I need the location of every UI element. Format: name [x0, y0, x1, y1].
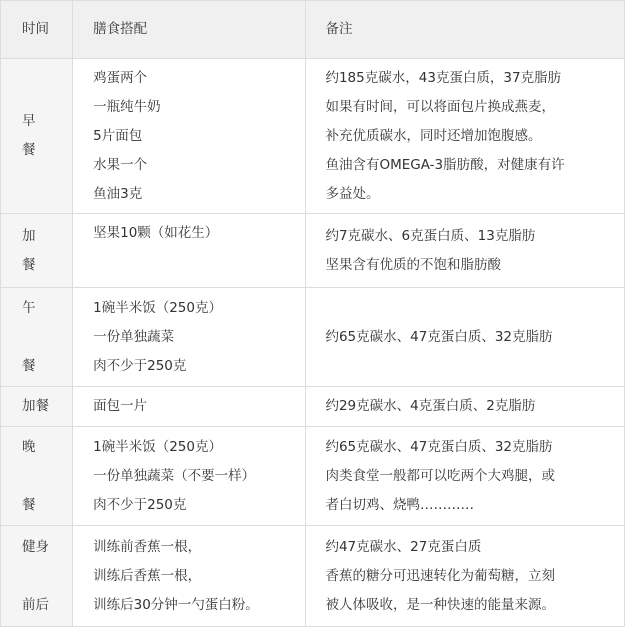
food-line: 训练前香蕉一根，	[93, 538, 202, 555]
time-line: 加	[22, 227, 36, 244]
food-line: 一份单独蔬菜（不要一样）	[93, 467, 256, 484]
table-row-snack-2	[1, 387, 625, 427]
food-line: 肉不少于250克	[93, 496, 187, 513]
note-line: 者白切鸡、烧鸭…………	[325, 496, 474, 513]
time-cell	[1, 59, 73, 214]
note-line: 约29克碳水、4克蛋白质、2克脂肪	[325, 398, 536, 414]
note-cell	[306, 387, 625, 427]
note-line: 鱼油含有OMEGA-3脂肪酸，对健康有许	[325, 156, 565, 173]
food-line: 坚果10颗（如花生）	[93, 225, 219, 241]
time-line: 餐	[22, 496, 36, 513]
note-line: 约65克碳水、47克蛋白质、32克脂肪	[325, 438, 553, 455]
note-cell	[306, 59, 625, 214]
food-line: 5片面包	[93, 127, 143, 144]
note-line: 约47克碳水、27克蛋白质	[325, 538, 482, 555]
note-cell	[306, 288, 625, 387]
food-cell	[73, 214, 306, 288]
time-cell	[1, 526, 73, 627]
food-line: 训练后香蕉一根，	[93, 567, 202, 584]
note-cell	[306, 526, 625, 627]
note-line: 坚果含有优质的不饱和脂肪酸	[325, 256, 501, 273]
note-line: 约65克碳水、47克蛋白质、32克脂肪	[325, 328, 553, 345]
note-line: 被人体吸收，是一种快速的能量来源。	[325, 596, 555, 613]
time-cell	[1, 427, 73, 526]
table-row-breakfast	[1, 59, 625, 214]
food-line: 一份单独蔬菜	[93, 328, 175, 345]
note-line: 约185克碳水，43克蛋白质，37克脂肪	[325, 69, 562, 86]
note-line: 补充优质碳水，同时还增加饱腹感。	[325, 127, 542, 144]
note-cell	[306, 214, 625, 288]
food-line: 一瓶纯牛奶	[93, 98, 161, 115]
time-spacer	[22, 323, 72, 352]
food-cell	[73, 288, 306, 387]
time-spacer	[22, 462, 72, 491]
time-line: 餐	[22, 256, 36, 273]
time-line: 加餐	[22, 398, 49, 414]
time-spacer	[22, 562, 72, 591]
header-note: 备注	[306, 1, 625, 59]
note-line: 香蕉的糖分可迅速转化为葡萄糖，立刻	[325, 567, 555, 584]
note-line: 如果有时间，可以将面包片换成燕麦，	[325, 98, 555, 115]
time-line: 早	[22, 113, 36, 129]
food-cell	[73, 387, 306, 427]
food-line: 1碗半米饭（250克）	[93, 438, 222, 455]
food-cell	[73, 526, 306, 627]
note-line: 多益处。	[325, 185, 380, 202]
time-line: 餐	[22, 142, 36, 158]
food-cell	[73, 59, 306, 214]
time-line: 健身	[22, 538, 49, 555]
food-line: 鱼油3克	[93, 185, 143, 202]
time-cell	[1, 214, 73, 288]
food-line: 训练后30分钟一勺蛋白粉。	[93, 596, 259, 613]
food-line: 1碗半米饭（250克）	[93, 299, 222, 316]
note-line: 肉类食堂一般都可以吃两个大鸡腿，或	[325, 467, 555, 484]
food-line: 面包一片	[93, 398, 148, 414]
note-cell	[306, 427, 625, 526]
time-cell	[1, 387, 73, 427]
table-row-workout	[1, 526, 625, 627]
food-line: 水果一个	[93, 156, 148, 173]
food-line: 肉不少于250克	[93, 357, 187, 374]
header-food: 膳食搭配	[73, 1, 306, 59]
time-line: 餐	[22, 357, 36, 374]
header-time: 时间	[1, 1, 73, 59]
table-row-snack-1	[1, 214, 625, 288]
time-line: 前后	[22, 596, 49, 613]
food-line: 鸡蛋两个	[93, 69, 148, 86]
time-cell	[1, 288, 73, 387]
time-line: 午	[22, 299, 36, 316]
time-line: 晚	[22, 438, 36, 455]
food-cell	[73, 427, 306, 526]
table-row-dinner	[1, 427, 625, 526]
header-row	[1, 1, 625, 59]
table-row-lunch	[1, 288, 625, 387]
note-line: 约7克碳水、6克蛋白质、13克脂肪	[325, 227, 536, 244]
